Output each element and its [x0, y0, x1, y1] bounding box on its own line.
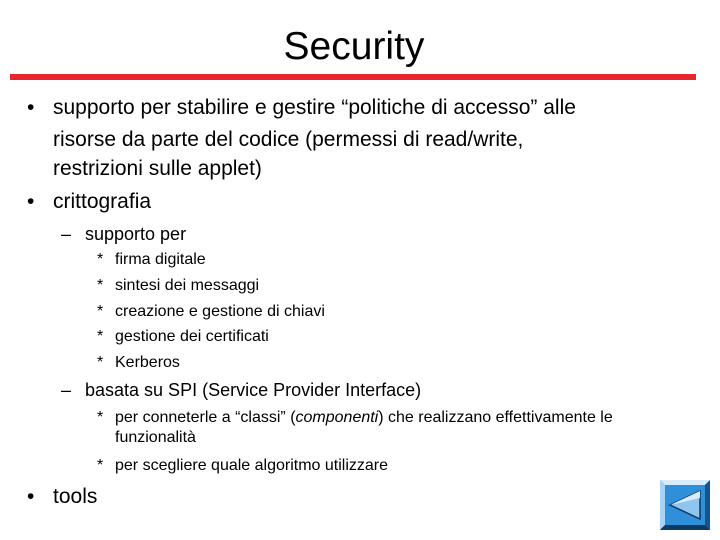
- sub-support-for: supporto per: [85, 224, 187, 244]
- slide-title: Security: [283, 25, 425, 68]
- item-connect-classes: [115, 408, 613, 428]
- title-divider: [10, 74, 696, 80]
- item-digital-signature: firma digitale: [115, 251, 206, 268]
- bullet-access-policy-line1: supporto per stabilire e gestire “politiche di accesso” alle: [53, 96, 576, 119]
- star-marker: *: [97, 303, 104, 320]
- back-button[interactable]: [660, 480, 710, 530]
- bullet-cryptography: crittografia: [53, 190, 152, 213]
- item-connect-classes-line2: funzionalità: [115, 429, 196, 446]
- item-choose-algorithm: per scegliere quale algoritmo utilizzare: [115, 457, 389, 474]
- item-connect-classes-before: per conneterle a “classi” (: [115, 409, 296, 426]
- dash-marker: –: [61, 380, 72, 400]
- sub-spi-based: basata su SPI (Service Provider Interface): [85, 380, 422, 400]
- dash-marker: –: [61, 224, 72, 244]
- bullet-access-policy-line3: restrizioni sulle applet): [53, 157, 262, 180]
- back-triangle-icon: [660, 480, 710, 530]
- star-marker: *: [97, 328, 104, 345]
- item-message-digest: sintesi dei messaggi: [115, 277, 260, 294]
- bullet-marker: •: [27, 485, 35, 508]
- star-marker: *: [97, 251, 104, 268]
- star-marker: *: [97, 457, 104, 474]
- bullet-marker: •: [27, 190, 35, 213]
- bullet-access-policy-line2: risorse da parte del codice (permessi di read/write,: [53, 128, 524, 151]
- item-certificate-management: gestione dei certificati: [115, 328, 269, 345]
- bullet-marker: •: [27, 96, 35, 119]
- star-marker: *: [97, 354, 104, 371]
- item-key-management: creazione e gestione di chiavi: [115, 303, 325, 320]
- bullet-tools: tools: [53, 485, 98, 508]
- item-connect-classes-emphasis: componenti: [295, 409, 379, 426]
- item-connect-classes-after: ) che realizzano effettivamente le: [378, 409, 613, 426]
- star-marker: *: [97, 409, 104, 426]
- item-kerberos: Kerberos: [115, 354, 180, 371]
- star-marker: *: [97, 277, 104, 294]
